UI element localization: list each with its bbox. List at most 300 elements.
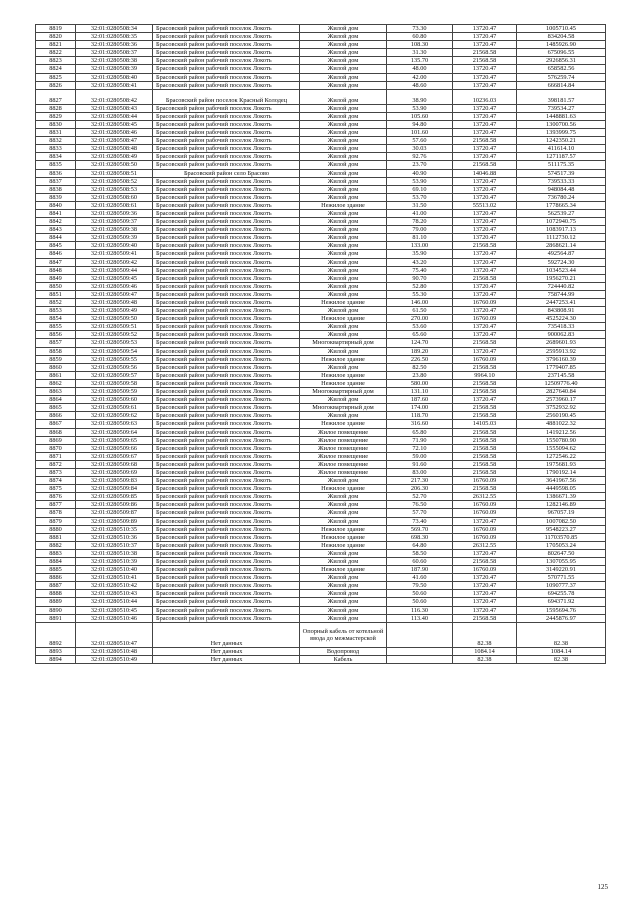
specific-value-cell: 21568.58: [453, 242, 517, 250]
cadastral-value-cell: 511175.35: [517, 161, 606, 169]
cadastral-value-cell: 2445876.97: [517, 614, 606, 622]
table-row: [36, 590, 606, 598]
cadastral-value-cell: 1271187.57: [517, 153, 606, 161]
address-cell: Брасовский район рабочий поселок Локоть: [153, 177, 300, 185]
table-row: [36, 323, 606, 331]
cadastral-value-cell: 562539.27: [517, 209, 606, 217]
specific-value-cell: 21568.58: [453, 388, 517, 396]
cadastral-number-cell: 32:01:0280509:53: [76, 339, 153, 347]
cadastral-number-cell: 32:01:0280510:49: [76, 655, 153, 663]
row-index-cell: 8892: [36, 622, 76, 647]
object-type-cell: Жилой дом: [300, 65, 387, 73]
object-type-cell: Опорный кабель от котельной ввода до межмастерской: [300, 622, 387, 647]
row-index-cell: 8878: [36, 509, 76, 517]
row-index-cell: 8872: [36, 460, 76, 468]
specific-value-cell: 13720.47: [453, 185, 517, 193]
row-index-cell: 8887: [36, 582, 76, 590]
object-type-cell: Жилой дом: [300, 558, 387, 566]
area-cell: 65.80: [387, 428, 453, 436]
cadastral-number-cell: 32:01:0280509:63: [76, 420, 153, 428]
row-index-cell: 8837: [36, 177, 76, 185]
cadastral-value-cell: 739533.33: [517, 177, 606, 185]
object-type-cell: Кабель: [300, 655, 387, 663]
cadastral-number-cell: 32:01:0280510:42: [76, 582, 153, 590]
cadastral-number-cell: 32:01:0280510:36: [76, 533, 153, 541]
address-cell: Брасовский район село Брасово: [153, 169, 300, 177]
cadastral-number-cell: 32:01:0280509:68: [76, 460, 153, 468]
object-type-cell: Многоквартирный дом: [300, 339, 387, 347]
table-row: [36, 598, 606, 606]
table-row: [36, 290, 606, 298]
row-index-cell: 8856: [36, 331, 76, 339]
row-index-cell: 8861: [36, 371, 76, 379]
address-cell: Нет данных: [153, 622, 300, 647]
row-index-cell: 8881: [36, 533, 76, 541]
object-type-cell: Жилой дом: [300, 614, 387, 622]
cadastral-number-cell: 32:01:0280508:49: [76, 153, 153, 161]
object-type-cell: Нежилое здание: [300, 533, 387, 541]
area-cell: 316.60: [387, 420, 453, 428]
object-type-cell: Многоквартирный дом: [300, 404, 387, 412]
cadastral-value-cell: 82.38: [517, 655, 606, 663]
object-type-cell: Жилой дом: [300, 477, 387, 485]
address-cell: Брасовский район рабочий поселок Локоть: [153, 104, 300, 112]
object-type-cell: Жилой дом: [300, 250, 387, 258]
specific-value-cell: 1084.14: [453, 647, 517, 655]
cadastral-value-cell: 3752932.92: [517, 404, 606, 412]
specific-value-cell: 13720.47: [453, 234, 517, 242]
table-row: [36, 307, 606, 315]
address-cell: Брасовский район рабочий поселок Локоть: [153, 49, 300, 57]
object-type-cell: Жилой дом: [300, 161, 387, 169]
object-type-cell: Жилой дом: [300, 274, 387, 282]
row-index-cell: 8865: [36, 404, 76, 412]
specific-value-cell: 13720.47: [453, 582, 517, 590]
specific-value-cell: 21568.58: [453, 404, 517, 412]
specific-value-cell: 13720.47: [453, 574, 517, 582]
cadastral-value-cell: 2689601.93: [517, 339, 606, 347]
cadastral-number-cell: 32:01:0280510:40: [76, 566, 153, 574]
object-type-cell: Жилой дом: [300, 73, 387, 81]
table-row: [36, 574, 606, 582]
cadastral-number-cell: 32:01:0280508:53: [76, 185, 153, 193]
table-row: [36, 606, 606, 614]
specific-value-cell: 21568.58: [453, 452, 517, 460]
address-cell: Нет данных: [153, 647, 300, 655]
specific-value-cell: 13720.47: [453, 347, 517, 355]
row-index-cell: 8866: [36, 412, 76, 420]
address-cell: Брасовский район рабочий поселок Локоть: [153, 566, 300, 574]
cadastral-value-cell: 398181.57: [517, 89, 606, 104]
address-cell: Брасовский район рабочий поселок Локоть: [153, 525, 300, 533]
row-index-cell: 8827: [36, 89, 76, 104]
object-type-cell: Жилой дом: [300, 145, 387, 153]
specific-value-cell: 13720.47: [453, 81, 517, 89]
object-type-cell: Жилой дом: [300, 41, 387, 49]
object-type-cell: Жилой дом: [300, 501, 387, 509]
address-cell: Брасовский район рабочий поселок Локоть: [153, 81, 300, 89]
area-cell: 60.80: [387, 33, 453, 41]
area-cell: 65.60: [387, 331, 453, 339]
address-cell: Брасовский район рабочий поселок Локоть: [153, 436, 300, 444]
specific-value-cell: 21568.58: [453, 444, 517, 452]
cadastral-number-cell: 32:01:0280508:51: [76, 169, 153, 177]
address-cell: Брасовский район рабочий поселок Локоть: [153, 323, 300, 331]
cadastral-value-cell: 3149220.91: [517, 566, 606, 574]
address-cell: Брасовский район рабочий поселок Локоть: [153, 307, 300, 315]
cadastral-number-cell: 32:01:0280509:67: [76, 452, 153, 460]
address-cell: Брасовский район рабочий поселок Локоть: [153, 460, 300, 468]
area-cell: 55.30: [387, 290, 453, 298]
cadastral-value-cell: 570771.55: [517, 574, 606, 582]
area-cell: 42.00: [387, 73, 453, 81]
object-type-cell: Жилой дом: [300, 177, 387, 185]
object-type-cell: Жилой дом: [300, 347, 387, 355]
specific-value-cell: 13720.47: [453, 193, 517, 201]
object-type-cell: Жилой дом: [300, 25, 387, 33]
cadastral-number-cell: 32:01:0280509:49: [76, 307, 153, 315]
address-cell: Брасовский район рабочий поселок Локоть: [153, 266, 300, 274]
area-cell: 41.00: [387, 209, 453, 217]
area-cell: 146.00: [387, 299, 453, 307]
table-row: [36, 258, 606, 266]
table-row: [36, 347, 606, 355]
row-index-cell: 8828: [36, 104, 76, 112]
cadastral-number-cell: 32:01:0280508:50: [76, 161, 153, 169]
address-cell: Брасовский район рабочий поселок Локоть: [153, 185, 300, 193]
cadastral-value-cell: 736780.24: [517, 193, 606, 201]
address-cell: Брасовский район рабочий поселок Локоть: [153, 73, 300, 81]
specific-value-cell: 16760.09: [453, 299, 517, 307]
cadastral-value-cell: 1034523.44: [517, 266, 606, 274]
object-type-cell: Жилое помещение: [300, 468, 387, 476]
object-type-cell: Жилой дом: [300, 89, 387, 104]
address-cell: Брасовский район рабочий поселок Локоть: [153, 412, 300, 420]
specific-value-cell: 13720.47: [453, 145, 517, 153]
area-cell: 124.70: [387, 339, 453, 347]
area-cell: 217.30: [387, 477, 453, 485]
area-cell: 133.00: [387, 242, 453, 250]
area-cell: 58.50: [387, 549, 453, 557]
specific-value-cell: 16760.09: [453, 355, 517, 363]
cadastral-number-cell: 32:01:0280509:89: [76, 517, 153, 525]
row-index-cell: 8885: [36, 566, 76, 574]
table-row: [36, 315, 606, 323]
row-index-cell: 8863: [36, 388, 76, 396]
table-row: [36, 201, 606, 209]
cadastral-number-cell: 32:01:0280509:60: [76, 396, 153, 404]
area-cell: [387, 622, 453, 647]
cadastral-value-cell: 592724.30: [517, 258, 606, 266]
specific-value-cell: 13720.47: [453, 258, 517, 266]
object-type-cell: Жилой дом: [300, 218, 387, 226]
object-type-cell: Жилой дом: [300, 226, 387, 234]
row-index-cell: 8840: [36, 201, 76, 209]
row-index-cell: 8864: [36, 396, 76, 404]
area-cell: 31.30: [387, 49, 453, 57]
cadastral-number-cell: 32:01:0280509:46: [76, 282, 153, 290]
specific-value-cell: 21568.58: [453, 274, 517, 282]
specific-value-cell: 21568.58: [453, 436, 517, 444]
specific-value-cell: 13720.47: [453, 129, 517, 137]
specific-value-cell: 21568.58: [453, 468, 517, 476]
object-type-cell: Жилой дом: [300, 104, 387, 112]
row-index-cell: 8826: [36, 81, 76, 89]
object-type-cell: Жилой дом: [300, 33, 387, 41]
object-type-cell: Многоквартирный дом: [300, 388, 387, 396]
object-type-cell: Жилой дом: [300, 258, 387, 266]
cadastral-value-cell: 2595913.92: [517, 347, 606, 355]
object-type-cell: Жилой дом: [300, 49, 387, 57]
cadastral-value-cell: 1595694.76: [517, 606, 606, 614]
address-cell: Брасовский район рабочий поселок Локоть: [153, 25, 300, 33]
object-type-cell: Жилой дом: [300, 331, 387, 339]
row-index-cell: 8829: [36, 112, 76, 120]
cadastral-number-cell: 32:01:0280509:62: [76, 412, 153, 420]
table-row: [36, 493, 606, 501]
table-row: [36, 428, 606, 436]
address-cell: Брасовский район рабочий поселок Локоть: [153, 218, 300, 226]
object-type-cell: Жилой дом: [300, 363, 387, 371]
specific-value-cell: 16760.09: [453, 566, 517, 574]
cadastral-number-cell: 32:01:0280510:45: [76, 606, 153, 614]
area-cell: 83.00: [387, 468, 453, 476]
address-cell: Брасовский район рабочий поселок Локоть: [153, 33, 300, 41]
row-index-cell: 8859: [36, 355, 76, 363]
area-cell: 79.50: [387, 582, 453, 590]
object-type-cell: Жилое помещение: [300, 444, 387, 452]
cadastral-number-cell: 32:01:0280510:37: [76, 541, 153, 549]
table-row: [36, 331, 606, 339]
address-cell: Брасовский район рабочий поселок Локоть: [153, 250, 300, 258]
area-cell: 135.70: [387, 57, 453, 65]
specific-value-cell: 13720.47: [453, 266, 517, 274]
cadastral-number-cell: 32:01:0280509:64: [76, 428, 153, 436]
specific-value-cell: 82.38: [453, 622, 517, 647]
table-row: [36, 57, 606, 65]
address-cell: Брасовский район рабочий поселок Локоть: [153, 282, 300, 290]
table-row: [36, 420, 606, 428]
table-row: [36, 339, 606, 347]
cadastral-value-cell: 658582.56: [517, 65, 606, 73]
specific-value-cell: 16760.09: [453, 501, 517, 509]
specific-value-cell: 13720.47: [453, 282, 517, 290]
cadastral-value-cell: 1555094.62: [517, 444, 606, 452]
object-type-cell: Жилой дом: [300, 590, 387, 598]
address-cell: Брасовский район рабочий поселок Локоть: [153, 614, 300, 622]
object-type-cell: Нежилое здание: [300, 201, 387, 209]
specific-value-cell: 21568.58: [453, 161, 517, 169]
area-cell: 91.60: [387, 460, 453, 468]
cadastral-value-cell: 492564.87: [517, 250, 606, 258]
table-row: [36, 509, 606, 517]
specific-value-cell: 16760.09: [453, 509, 517, 517]
object-type-cell: Нежилое здание: [300, 315, 387, 323]
area-cell: 187.90: [387, 566, 453, 574]
cadastral-number-cell: 32:01:0280508:42: [76, 89, 153, 104]
cadastral-value-cell: 1975681.93: [517, 460, 606, 468]
specific-value-cell: 82.38: [453, 655, 517, 663]
object-type-cell: Жилой дом: [300, 549, 387, 557]
specific-value-cell: 13720.47: [453, 323, 517, 331]
cadastral-value-cell: 967057.19: [517, 509, 606, 517]
address-cell: Брасовский район рабочий поселок Локоть: [153, 153, 300, 161]
address-cell: Брасовский район рабочий поселок Локоть: [153, 299, 300, 307]
address-cell: Брасовский район рабочий поселок Локоть: [153, 57, 300, 65]
cadastral-value-cell: 4449598.05: [517, 485, 606, 493]
row-index-cell: 8869: [36, 436, 76, 444]
table-row: [36, 485, 606, 493]
object-type-cell: Жилой дом: [300, 120, 387, 128]
row-index-cell: 8838: [36, 185, 76, 193]
row-index-cell: 8835: [36, 161, 76, 169]
cadastral-number-cell: 32:01:0280508:40: [76, 73, 153, 81]
area-cell: 189.20: [387, 347, 453, 355]
address-cell: Брасовский район рабочий поселок Локоть: [153, 201, 300, 209]
address-cell: Брасовский район рабочий поселок Локоть: [153, 137, 300, 145]
object-type-cell: Водопровод: [300, 647, 387, 655]
cadastral-number-cell: 32:01:0280509:85: [76, 493, 153, 501]
row-index-cell: 8862: [36, 379, 76, 387]
table-row: [36, 169, 606, 177]
cadastral-value-cell: 758744.99: [517, 290, 606, 298]
cadastral-value-cell: 694371.92: [517, 598, 606, 606]
cadastral-number-cell: 32:01:0280509:84: [76, 485, 153, 493]
row-index-cell: 8886: [36, 574, 76, 582]
cadastral-value-cell: 9548223.27: [517, 525, 606, 533]
area-cell: 187.60: [387, 396, 453, 404]
specific-value-cell: 13720.47: [453, 33, 517, 41]
row-index-cell: 8852: [36, 299, 76, 307]
address-cell: Брасовский район рабочий поселок Локоть: [153, 41, 300, 49]
object-type-cell: Жилой дом: [300, 169, 387, 177]
object-type-cell: Нежилое здание: [300, 420, 387, 428]
cadastral-number-cell: 32:01:0280509:56: [76, 363, 153, 371]
cadastral-number-cell: 32:01:0280509:41: [76, 250, 153, 258]
cadastral-number-cell: 32:01:0280510:46: [76, 614, 153, 622]
address-cell: Брасовский район рабочий поселок Локоть: [153, 468, 300, 476]
object-type-cell: Жилой дом: [300, 323, 387, 331]
table-row: [36, 647, 606, 655]
object-type-cell: Жилой дом: [300, 307, 387, 315]
cadastral-number-cell: 32:01:0280509:51: [76, 323, 153, 331]
cadastral-number-cell: 32:01:0280509:66: [76, 444, 153, 452]
area-cell: 53.60: [387, 323, 453, 331]
table-row: [36, 363, 606, 371]
table-row: [36, 274, 606, 282]
address-cell: Брасовский район рабочий поселок Локоть: [153, 315, 300, 323]
area-cell: 580.00: [387, 379, 453, 387]
cadastral-value-cell: 1090777.37: [517, 582, 606, 590]
object-type-cell: Жилой дом: [300, 574, 387, 582]
specific-value-cell: 55513.02: [453, 201, 517, 209]
table-row: [36, 558, 606, 566]
address-cell: Брасовский район рабочий поселок Локоть: [153, 209, 300, 217]
specific-value-cell: 10236.03: [453, 89, 517, 104]
specific-value-cell: 14046.88: [453, 169, 517, 177]
table-row: [36, 41, 606, 49]
cadastral-number-cell: 32:01:0280509:59: [76, 388, 153, 396]
row-index-cell: 8877: [36, 501, 76, 509]
specific-value-cell: 21568.58: [453, 460, 517, 468]
cadastral-value-cell: 411614.10: [517, 145, 606, 153]
table-row: [36, 242, 606, 250]
cadastral-value-cell: 1778665.34: [517, 201, 606, 209]
table-row: [36, 582, 606, 590]
cadastral-number-cell: 32:01:0280509:61: [76, 404, 153, 412]
table-row: [36, 49, 606, 57]
area-cell: 57.70: [387, 509, 453, 517]
row-index-cell: 8825: [36, 73, 76, 81]
table-row: [36, 299, 606, 307]
table-row: [36, 209, 606, 217]
area-cell: [387, 655, 453, 663]
table-row: [36, 266, 606, 274]
specific-value-cell: 13720.47: [453, 598, 517, 606]
cadastral-value-cell: 4525224.30: [517, 315, 606, 323]
table-row: [36, 226, 606, 234]
row-index-cell: 8821: [36, 41, 76, 49]
address-cell: Брасовский район рабочий поселок Локоть: [153, 533, 300, 541]
area-cell: 131.10: [387, 388, 453, 396]
cadastral-value-cell: 576259.74: [517, 73, 606, 81]
cadastral-number-cell: 32:01:0280509:86: [76, 501, 153, 509]
table-row: [36, 153, 606, 161]
table-row: [36, 81, 606, 89]
object-type-cell: Жилой дом: [300, 509, 387, 517]
specific-value-cell: 13720.47: [453, 120, 517, 128]
row-index-cell: 8830: [36, 120, 76, 128]
specific-value-cell: 13720.47: [453, 606, 517, 614]
table-row: [36, 112, 606, 120]
row-index-cell: 8822: [36, 49, 76, 57]
specific-value-cell: 13720.47: [453, 153, 517, 161]
row-index-cell: 8868: [36, 428, 76, 436]
object-type-cell: Жилой дом: [300, 153, 387, 161]
object-type-cell: Жилой дом: [300, 582, 387, 590]
row-index-cell: 8858: [36, 347, 76, 355]
area-cell: 23.80: [387, 371, 453, 379]
object-type-cell: Нежилое здание: [300, 379, 387, 387]
area-cell: 71.90: [387, 436, 453, 444]
cadastral-number-cell: 32:01:0280509:69: [76, 468, 153, 476]
cadastral-value-cell: 1007082.50: [517, 517, 606, 525]
page-number: 125: [597, 883, 608, 891]
row-index-cell: 8889: [36, 598, 76, 606]
row-index-cell: 8823: [36, 57, 76, 65]
row-index-cell: 8876: [36, 493, 76, 501]
area-cell: 698.30: [387, 533, 453, 541]
specific-value-cell: 13720.47: [453, 104, 517, 112]
specific-value-cell: 21568.58: [453, 57, 517, 65]
area-cell: 94.80: [387, 120, 453, 128]
specific-value-cell: 14105.03: [453, 420, 517, 428]
area-cell: 48.60: [387, 81, 453, 89]
specific-value-cell: 21568.58: [453, 137, 517, 145]
address-cell: Брасовский район рабочий поселок Локоть: [153, 274, 300, 282]
cadastral-value-cell: 1419212.56: [517, 428, 606, 436]
table-row: [36, 477, 606, 485]
table-row: [36, 89, 606, 104]
address-cell: Брасовский район рабочий поселок Локоть: [153, 112, 300, 120]
cadastral-number-cell: 32:01:0280508:45: [76, 120, 153, 128]
cadastral-number-cell: 32:01:0280508:52: [76, 177, 153, 185]
property-table: [35, 24, 606, 664]
row-index-cell: 8842: [36, 218, 76, 226]
area-cell: 61.50: [387, 307, 453, 315]
area-cell: 50.60: [387, 598, 453, 606]
table-row: [36, 388, 606, 396]
